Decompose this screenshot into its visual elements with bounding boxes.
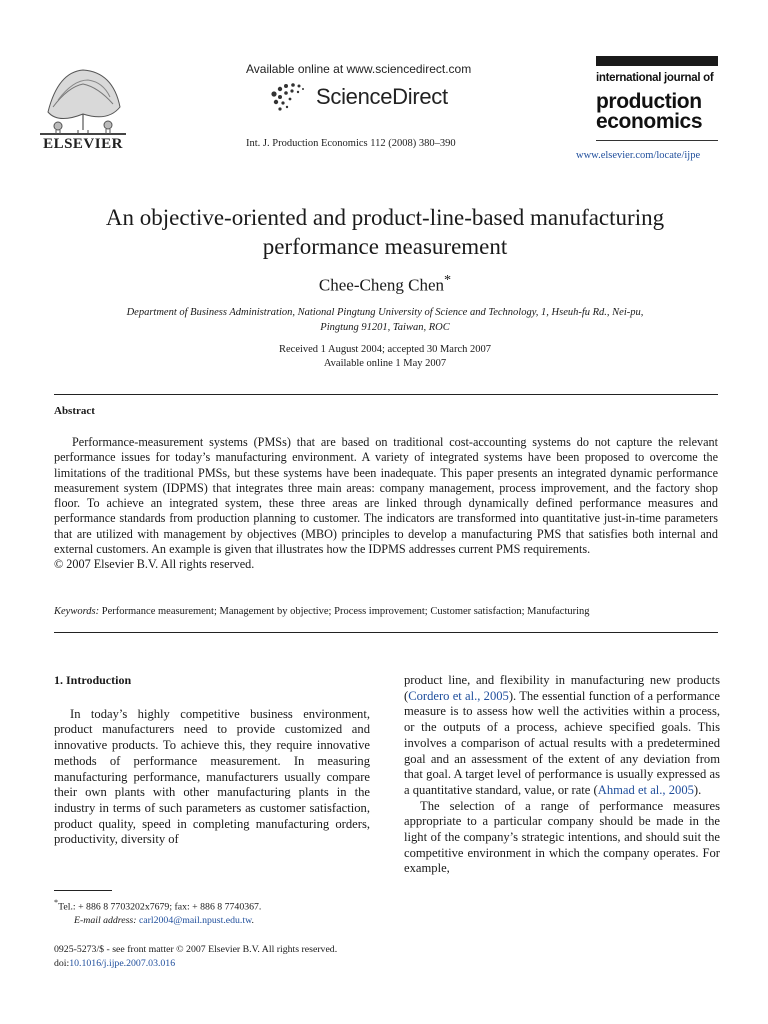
doi-line: [54, 957, 554, 971]
journal-title-line2: economics: [596, 110, 703, 133]
abstract-heading: Abstract: [54, 405, 95, 417]
sciencedirect-wordmark: ScienceDirect: [316, 84, 448, 109]
affiliation: [80, 305, 690, 335]
copyright-line: © 2007 Elsevier B.V. All rights reserved.: [54, 557, 255, 572]
doi-label: doi:: [54, 958, 70, 969]
author-line: [40, 272, 730, 296]
article-dates: [80, 343, 690, 371]
front-matter: [54, 943, 554, 971]
affiliation-line2: Pingtung 91201, Taiwan, ROC: [320, 322, 450, 333]
left-column: [54, 673, 370, 848]
citation-link-cordero[interactable]: Cordero et al., 2005: [408, 688, 509, 703]
footnote-rule: [54, 890, 112, 891]
right-text-c: ).: [693, 782, 702, 797]
article-title-line2: performance measurement: [262, 234, 508, 259]
intro-paragraph-right-2: The selection of a range of performance measures appropriate to a particular company should be made in the light of the company’s strategic intentions, and should suit the competitive environment in which the company operates. For example,: [404, 798, 720, 876]
footnote-tel: Tel.: + 886 8 7703202x7679; fax: + 886 8 7740367.: [58, 901, 262, 913]
doi-link[interactable]: 10.1016/j.ijpe.2007.03.016: [69, 958, 176, 969]
abstract-text: Performance-measurement systems (PMSs) that are based on traditional cost-accounting systems do not capture the relevant performance issues for today’s manufacturing environment. A variety of integrated systems have been proposed to overcome the limitations of the traditional PMSs, but these systems have been inadequate. This paper presents an integrated dynamic performance measurement system (IDPMS) that integrates three main areas: company management, process improvement, and the factory shop floor. To achieve an integrated system, these three areas are linked through dynamically defined performance measures and performance standards from production planning to customer. The indicators are transformed into quantitative just-in-time parameters that are utilized with management by objectives (MBO) principles to develop a manufacturing PMS that satisfies both internal and external customers. An example is given that illustrates how the IDPMS addresses current PMS requirements.: [54, 435, 718, 557]
available-online-text: Available online at www.sciencedirect.com: [246, 62, 472, 76]
keywords-label: Keywords:: [54, 606, 100, 617]
received-date: Received 1 August 2004; accepted 30 March 2007: [279, 344, 491, 355]
keywords-list: Performance measurement; Management by objective; Process improvement; Customer satisfaction; Manufacturing: [101, 606, 590, 617]
footnote-mark: *: [54, 898, 59, 907]
journal-title-line1: production: [596, 90, 702, 113]
section-heading: 1. Introduction: [54, 673, 132, 687]
article-title-line1: An objective-oriented and product-line-based manufacturing: [105, 205, 665, 230]
right-text-a: product line, and flexibility in manufacturing new products (: [404, 673, 720, 703]
journal-citation: Int. J. Production Economics 112 (2008) 380–390: [246, 138, 456, 149]
intro-paragraph-left: In today’s highly competitive business environment, product manufacturers need to provide customized and innovative products. To achieve this, they require innovative methods of performance measurement. In measuring manufacturing performance, manufacturers usually compare their own plants with other manufacturing plants in the industry in terms of such parameters as customer satisfaction, product quality, speed in completing manufacturing orders, productivity, diversity of: [54, 706, 370, 847]
right-text-b: ). The essential function of a performance measure is to assess how well the activities within a process, or the outputs of a process, achieve specified goals. This involves a comparison of actual results with a predetermined goal and an assessment of the extent of any deviation from that goal. A target level of performance is usually expressed as a quantitative standard, value, or rate (: [404, 688, 720, 797]
abstract-bottom-rule: [54, 632, 718, 633]
online-date: Available online 1 May 2007: [323, 358, 447, 369]
keywords: [54, 606, 718, 617]
right-column: [404, 673, 720, 877]
journal-url-link[interactable]: www.elsevier.com/locate/ijpe: [576, 150, 701, 161]
email-link[interactable]: carl2004@mail.npust.edu.tw: [138, 915, 252, 927]
abstract-top-rule: [54, 394, 718, 395]
journal-divider: [596, 140, 718, 141]
footnote-email: [54, 914, 370, 928]
journal-header-bar: [596, 56, 718, 66]
sciencedirect-dots-icon: [268, 80, 308, 114]
journal-prefix: international journal of: [596, 72, 714, 84]
email-label: E-mail address:: [74, 915, 137, 927]
footnote-contact: [54, 896, 370, 914]
journal-title: [596, 92, 702, 132]
article-title: [40, 203, 730, 261]
intro-paragraph-right: [404, 673, 720, 799]
email-end: .: [251, 915, 254, 927]
issn-line: 0925-5273/$ - see front matter © 2007 Elsevier B.V. All rights reserved.: [54, 944, 338, 955]
affiliation-line1: Department of Business Administration, National Pingtung University of Science and Technology, 1, Hseuh-fu Rd., Nei-pu,: [126, 307, 644, 318]
publisher-name: ELSEVIER: [43, 136, 123, 152]
author-name[interactable]: Chee-Cheng Chen: [318, 275, 445, 295]
abstract-body: [54, 435, 718, 573]
citation-link-ahmad[interactable]: Ahmad et al., 2005: [597, 782, 694, 797]
author-footnote-mark[interactable]: *: [444, 272, 452, 288]
author-footnote: [54, 896, 370, 928]
